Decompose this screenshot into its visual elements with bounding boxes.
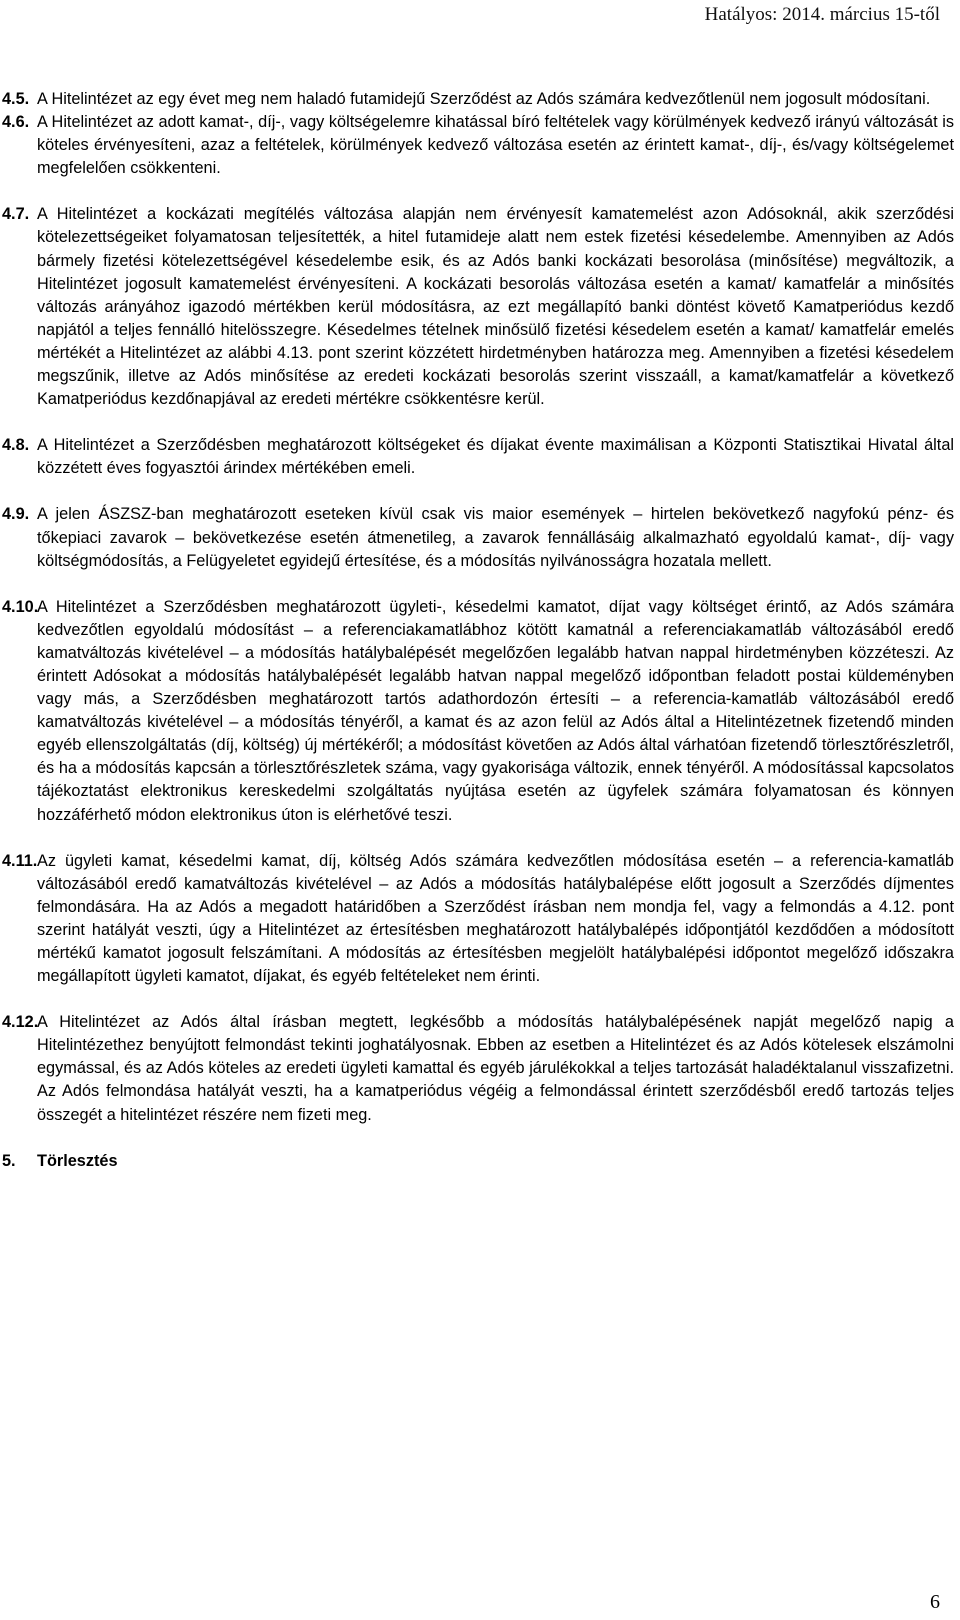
clause-text: A Hitelintézet az adott kamat-, díj-, vagy költségelemre kihatással bíró feltételek vagy körülmények kedvező irányú változását is köteles érvényesíteni, azaz a feltételek, körülmények kedvező változása esetén az érintett kamat-, díj-, és/vagy költségelemet megfelelően csökkenteni. [37,113,954,178]
clause-number: 4.5. [2,90,30,108]
document-body [2,88,954,1173]
clause-text: A Hitelintézet a Szerződésben meghatározott ügyleti-, késedelmi kamatot, díjat vagy költséget érintő, az Adós számára kedvezőtlen egyoldalú módosítást – a referenciakamatlábhoz kötött kamatnál a referenciakamatláb változásából eredő kamatváltozás kivételével – a módosítás hatálybalépését megelőzően legalább hatvan nappal hirdetményben közzéteszi. Az érintett Adósokat a módosítás hatálybalépését legalább hatvan nappal megelőző időpontban feladott postai küldeményben vagy más, a Szerződésben meghatározott tartós adathordozón értesíti – a referencia-kamatláb változásából eredő kamatváltozás kivételével – a módosítás tényéről, a kamat és az azon felül az Adós által a Hitelintézetnek fizetendő minden egyéb ellenszolgáltatás (díj, költség) új mértékéről; a módosítást követően az Adós által várhatóan fizetendő törlesztőrészletről, és ha a módosítás kapcsán a törlesztőrészletek száma, vagy gyakorisága változik, ennek tényéről. A módosítással kapcsolatos tájékoztatást elektronikus kereskedelmi szolgáltatás nyújtása esetén az ügyfelek számára folyamatosan és könnyen hozzáférhető módon elektronikus úton is elérhetővé teszi. [37,597,954,824]
clause-text: A jelen ÁSZSZ-ban meghatározott eseteken kívül csak vis maior események – hirtelen bekövetkező nagyfokú pénz- és tőkepiaci zavarok – bekövetkezése esetén átmenetileg, a zavarok fennállásáig alkalmazható egyoldalú kamat-, díj- vagy költségmódosítás, a Felügyeletet egyidejű értesítése, és a módosítás nyilvánosságra hozatala mellett. [37,505,954,570]
clause-text: A Hitelintézet az egy évet meg nem haladó futamidejű Szerződést az Adós számára kedvezőtlenül nem jogosult módosítani. [37,90,931,108]
clause-4-10 [2,596,954,827]
clause-number: 4.11. [2,851,38,870]
section-heading [2,1150,954,1173]
clause-4-6 [2,111,954,180]
page-number: 6 [930,1591,940,1613]
clause-number: 4.8. [2,436,30,455]
section-number: 5. [2,1151,16,1170]
clause-4-12 [2,1011,954,1126]
clause-text: A Hitelintézet a kockázati megítélés változása alapján nem érvényesít kamatemelést azon Adósoknál, akik szerződési kötelezettségeiket folyamatosan teljesítették, a hitel futamideje alatt nem estek fizetési késedelembe. Amennyiben az Adós bármely fizetési kötelezettségével késedelembe esik, és az Adós banki kockázati besorolása (minősítése) megváltozik, a Hitelintézet jogosult kamatemelést érvényesíteni. A kockázati besorolás változása esetén a kamat/ kamatfelár a minősítés változás arányához igazodó mértékben kerül módosításra, az ezt megállapító banki döntést követő Kamatperiódus kezdő napjától a teljes fennálló hitelösszegre. Késedelmes tételnek minősülő fizetési késedelem esetén a kamat/ kamatfelár emelés mértékét a Hitelintézet az alábbi 4.13. pont szerint közzétett hirdetményben határozza meg. Amennyiben a fizetési késedelem megszűnik, illetve az Adós minősítése az eredeti kockázati besorolás szerint visszaáll, a kamat/kamatfelár a következő Kamatperiódus kezdőnapjával az eredeti mértékre csökkentésre kerül. [37,205,954,409]
clause-4-5 [2,88,954,111]
clause-text: A Hitelintézet az Adós által írásban megtett, legkésőbb a módosítás hatálybalépésének napját megelőző napig a Hitelintézethez benyújtott felmondást tekinti joghatályosnak. Ebben az esetben a Hitelintézet és az Adós kötelesek elszámolni egymással, és az Adós köteles az eredeti ügyleti kamattal és egyéb járulékokkal a teljes tartozását haladéktalanul visszafizetni. Az Adós felmondása hatályát veszti, ha a kamatperiódus végéig a felmondással érintett szerződésből eredő tartozás teljes összegét a hitelintézet részére nem fizeti meg. [37,1013,954,1124]
effective-date-header: Hatályos: 2014. március 15-től [704,4,940,25]
clause-number: 4.12. [2,1013,39,1032]
clause-4-8 [2,434,954,480]
clause-number: 4.7. [2,205,30,224]
clause-4-11 [2,850,954,989]
clause-text: A Hitelintézet a Szerződésben meghatározott költségeket és díjakat évente maximálisan a Központi Statisztikai Hivatal által közzétett éves fogyasztói árindex mértékében emeli. [37,436,954,478]
clause-number: 4.9. [2,505,30,524]
clause-number: 4.6. [2,113,30,132]
clause-4-7 [2,203,954,411]
clause-text: Az ügyleti kamat, késedelmi kamat, díj, költség Adós számára kedvezőtlen módosítása esetén – a referencia-kamatláb változásából eredő kamatváltozás kivételével – az Adós a módosítás hatálybalépése előtt jogosult a Szerződés díjmentes felmondására. Ha az Adós a megadott határidőben a Szerződést írásban nem mondja fel, vagy a felmondás a 4.12. pont szerint hatályát veszti, úgy a Hitelintézet az értesítésben meghatározott hatálybalépés időpontjától kezdődően a módosított mértékű kamatot jogosult felszámítani. A módosítás az értesítésben megjelölt hatálybalépési időpontot megelőző időszakra megállapított ügyleti kamatot, díjakat, és egyéb feltételeket nem érinti. [37,851,954,986]
clause-number: 4.10. [2,597,39,616]
clause-4-9 [2,503,954,572]
section-title: Törlesztés [37,1151,118,1170]
